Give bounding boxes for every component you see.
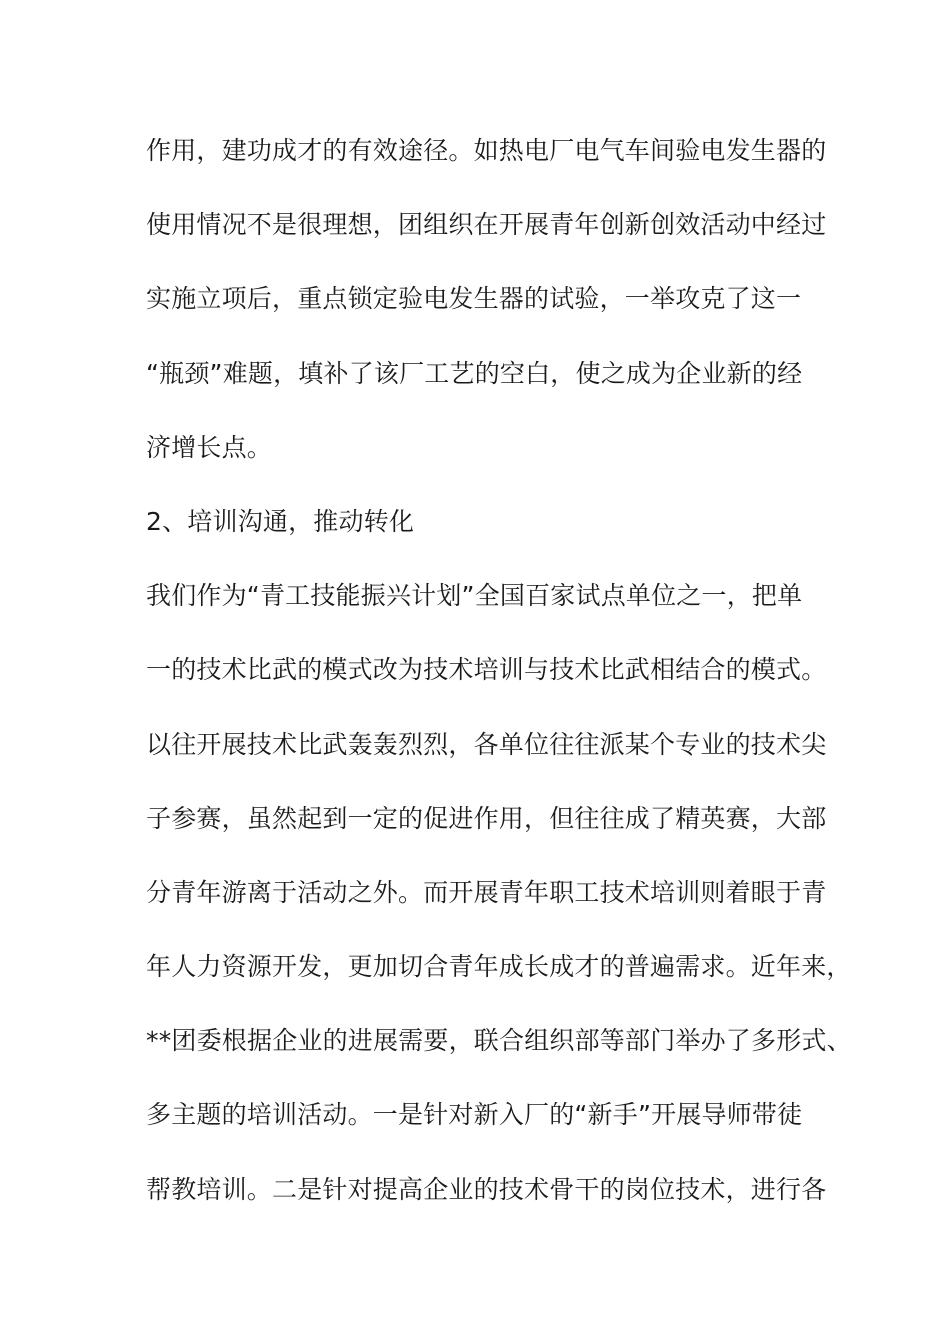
text-line: 实施立项后，重点锁定验电发生器的试验，一举攻克了这一 — [146, 284, 802, 314]
text-line: 帮教培训。二是针对提高企业的技术骨干的岗位技术，进行各 — [146, 1174, 827, 1204]
text-line: 作用，建功成才的有效途径。如热电厂电气车间验电发生器的 — [146, 136, 827, 165]
text-line: **团委根据企业的进展需要，联合组织部等部门举办了多形式、 — [146, 1026, 852, 1056]
text-line: 年人力资源开发，更加切合青年成长成才的普遍需求。近年来， — [146, 952, 852, 982]
body-text — [146, 128, 852, 1241]
text-line: 以往开展技术比武轰轰烈烈，各单位往往派某个专业的技术尖 — [146, 729, 827, 759]
text-line: 分青年游离于活动之外。而开展青年职工技术培训则着眼于青 — [146, 877, 827, 907]
text-line: “瓶颈”难题，填补了该厂工艺的空白，使之成为企业新的经 — [146, 358, 803, 388]
text-line: 济增长点。 — [146, 432, 273, 462]
section-heading: 2、培训沟通，推动转化 — [146, 506, 415, 536]
text-line: 子参赛，虽然起到一定的促进作用，但往往成了精英赛，大部 — [146, 803, 827, 833]
text-line: 使用情况不是很理想，团组织在开展青年创新创效活动中经过 — [146, 210, 827, 240]
text-line: 我们作为“青工技能振兴计划”全国百家试点单位之一，把单 — [146, 581, 803, 611]
text-line: 一的技术比武的模式改为技术培训与技术比武相结合的模式。 — [146, 655, 827, 685]
text-line: 多主题的培训活动。一是针对新入厂的“新手”开展导师带徒 — [146, 1100, 803, 1130]
